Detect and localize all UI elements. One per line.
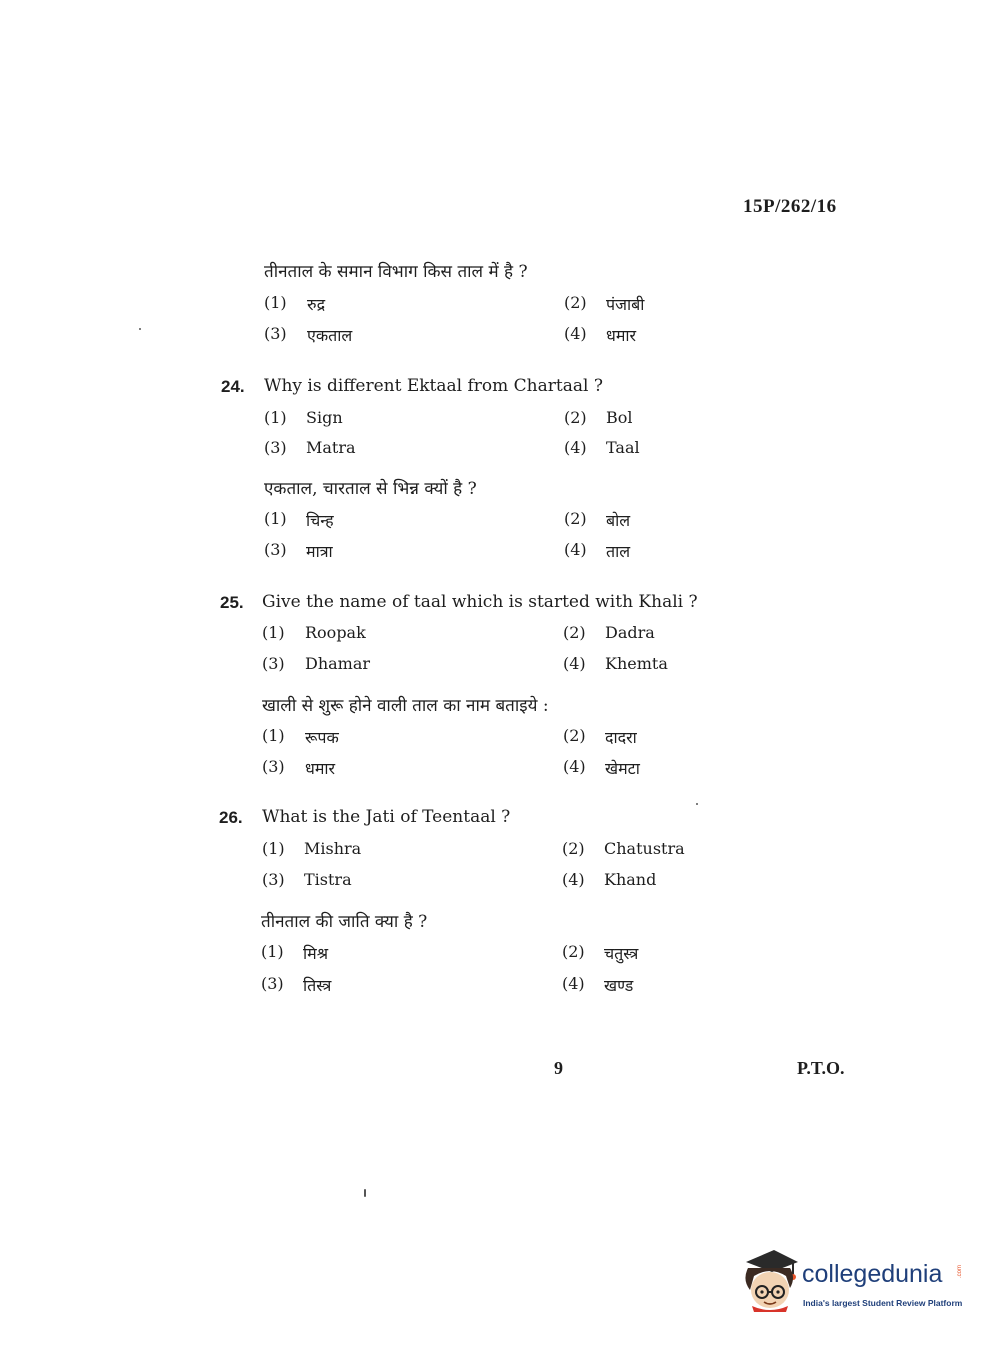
page-number: 9: [554, 1058, 563, 1078]
question-number: 24.: [221, 377, 245, 396]
option-number: (2): [564, 408, 587, 427]
option-text: Roopak: [305, 623, 366, 642]
option-text: Matra: [306, 438, 356, 457]
option-number: (2): [564, 293, 587, 312]
option-number: (1): [262, 839, 285, 858]
option-number: (2): [562, 839, 585, 858]
brand-name: collegedunia: [802, 1260, 943, 1288]
question-stem-english: Why is different Ektaal from Chartaal ?: [264, 376, 603, 396]
question-stem-hindi: तीनताल के समान विभाग किस ताल में है ?: [264, 262, 528, 282]
question-stem-hindi: खाली से शुरू होने वाली ताल का नाम बताइये :: [262, 696, 549, 716]
option-number: (3): [261, 974, 284, 993]
option-number: (1): [264, 408, 287, 427]
paper-code: 15P/262/16: [743, 196, 837, 217]
option-number: (1): [261, 942, 284, 961]
option-number: (1): [262, 623, 285, 642]
option-number: (4): [563, 757, 586, 776]
option-text: मात्रा: [306, 542, 333, 561]
option-text: चिन्ह: [306, 511, 334, 530]
option-text: Sign: [306, 408, 343, 427]
option-number: (3): [262, 757, 285, 776]
question-number: 25.: [220, 593, 244, 612]
question-number: 26.: [219, 808, 243, 827]
option-number: (2): [563, 726, 586, 745]
pto-label: P.T.O.: [797, 1058, 845, 1078]
option-text: धमार: [305, 759, 336, 778]
option-text: बोल: [606, 511, 631, 530]
option-number: (1): [264, 509, 287, 528]
collegedunia-watermark: [740, 1246, 972, 1318]
scan-speck: [364, 1189, 366, 1197]
question-stem-hindi: तीनताल की जाति क्या है ?: [261, 912, 428, 932]
option-text: रूपक: [305, 728, 339, 747]
brand-tagline: India's largest Student Review Platform: [803, 1298, 963, 1308]
option-number: (3): [264, 324, 287, 343]
option-text: Khand: [604, 870, 657, 889]
option-text: चतुस्त्र: [604, 944, 639, 963]
question-stem-hindi: एकताल, चारताल से भिन्न क्यों है ?: [264, 479, 477, 499]
option-text: मिश्र: [303, 944, 329, 963]
option-text: Khemta: [605, 654, 668, 673]
option-text: Chatustra: [604, 839, 685, 858]
scan-speck: [696, 803, 698, 805]
scan-speck: [139, 328, 141, 330]
option-text: एकताल: [307, 326, 353, 345]
option-number: (4): [564, 540, 587, 559]
option-text: Dhamar: [305, 654, 371, 673]
mascot-icon: [740, 1246, 800, 1312]
option-number: (4): [564, 324, 587, 343]
option-text: खेमटा: [605, 759, 640, 778]
option-text: खण्ड: [604, 976, 634, 995]
option-text: Taal: [606, 438, 640, 457]
option-number: (1): [262, 726, 285, 745]
option-text: Tistra: [304, 870, 352, 889]
option-number: (2): [562, 942, 585, 961]
option-number: (4): [563, 654, 586, 673]
option-text: Bol: [606, 408, 633, 427]
option-number: (2): [563, 623, 586, 642]
option-number: (4): [562, 870, 585, 889]
question-stem-english: What is the Jati of Teentaal ?: [262, 807, 511, 827]
brand-tld: .com: [957, 1264, 963, 1278]
option-number: (3): [262, 654, 285, 673]
option-text: दादरा: [605, 728, 637, 747]
option-number: (4): [564, 438, 587, 457]
option-text: धमार: [606, 326, 637, 345]
option-text: ताल: [606, 542, 631, 561]
option-number: (3): [264, 438, 287, 457]
question-stem-english: Give the name of taal which is started with Khali ?: [262, 592, 698, 612]
option-number: (3): [264, 540, 287, 559]
option-text: Dadra: [605, 623, 655, 642]
option-number: (3): [262, 870, 285, 889]
option-text: रुद्र: [307, 295, 326, 314]
option-text: Mishra: [304, 839, 362, 858]
option-text: तिस्त्र: [303, 976, 332, 995]
option-text: पंजाबी: [606, 295, 645, 314]
option-number: (2): [564, 509, 587, 528]
option-number: (1): [264, 293, 287, 312]
option-number: (4): [562, 974, 585, 993]
